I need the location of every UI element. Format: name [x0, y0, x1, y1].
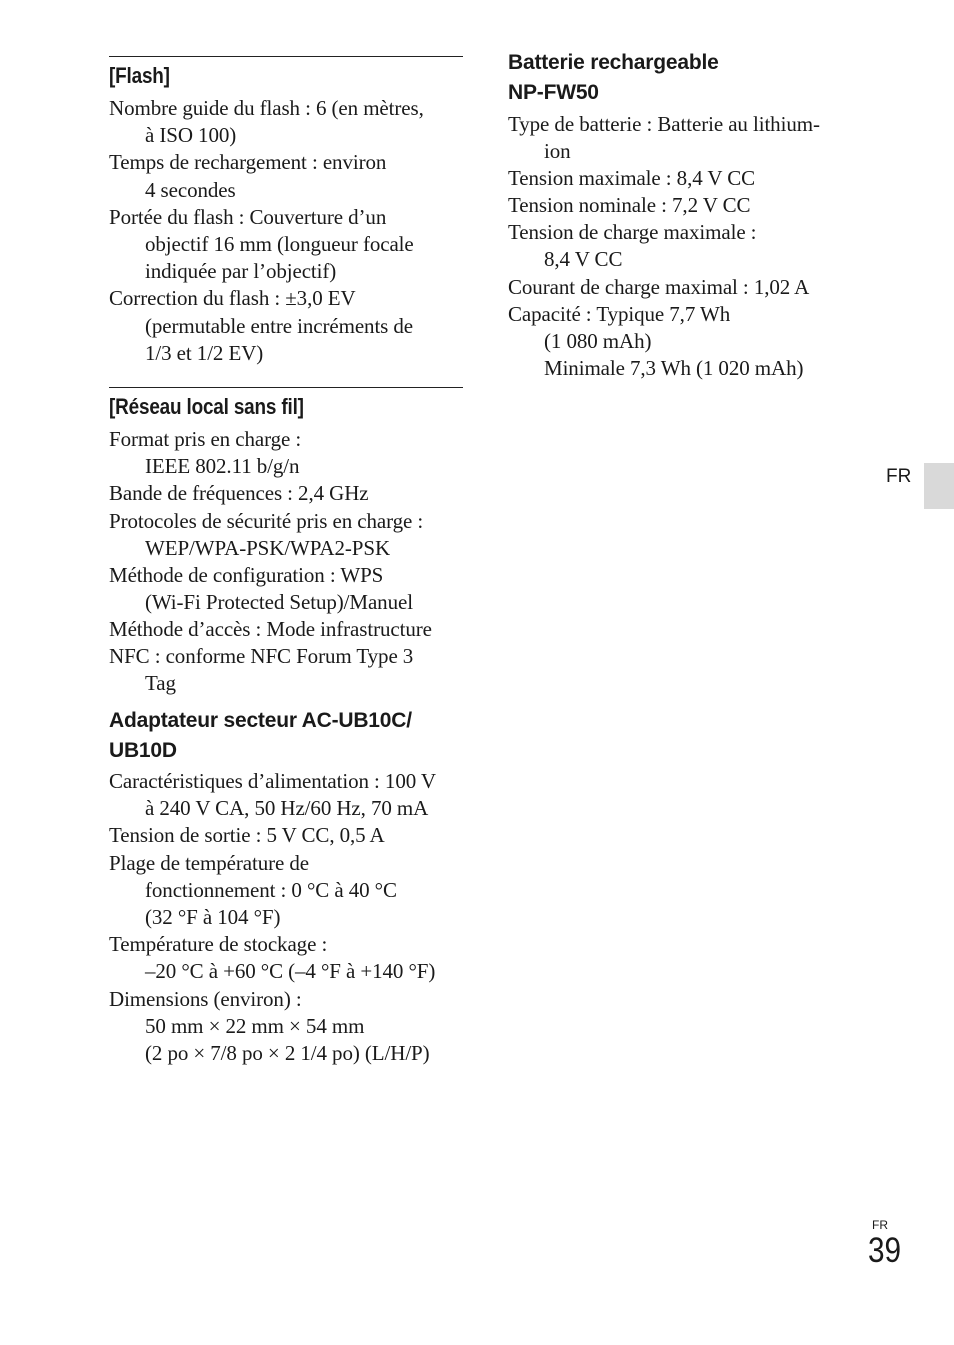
- spec-line: Tension de charge maximale :: [508, 220, 757, 244]
- spec-line: (permutable entre incréments de: [145, 314, 414, 338]
- spec-line: 8,4 V CC: [544, 247, 623, 271]
- spec-line: Format pris en charge :: [109, 427, 302, 451]
- spec-line: WEP/WPA-PSK/WPA2-PSK: [145, 536, 391, 560]
- spec-line: Température de stockage :: [109, 932, 328, 956]
- section-title-flash: [Flash]: [109, 63, 170, 88]
- language-tab-marker: [924, 463, 954, 509]
- page-number: 39: [868, 1231, 902, 1270]
- language-tab-label: FR: [886, 466, 912, 487]
- spec-line: Dimensions (environ) :: [109, 987, 302, 1011]
- spec-line: Tension de sortie : 5 V CC, 0,5 A: [109, 823, 385, 847]
- section-divider: [109, 56, 463, 57]
- spec-line: (32 °F à 104 °F): [145, 905, 281, 929]
- spec-line: Tension nominale : 7,2 V CC: [508, 193, 751, 217]
- spec-line: –20 °C à +60 °C (–4 °F à +140 °F): [145, 959, 436, 983]
- spec-line: Méthode d’accès : Mode infrastructure: [109, 617, 432, 641]
- spec-line: Minimale 7,3 Wh (1 020 mAh): [544, 356, 804, 380]
- spec-line: fonctionnement : 0 °C à 40 °C: [145, 878, 397, 902]
- spec-line: NFC : conforme NFC Forum Type 3: [109, 644, 414, 668]
- spec-line: Type de batterie : Batterie au lithium-: [508, 112, 820, 136]
- spec-line: Caractéristiques d’alimentation : 100 V: [109, 769, 436, 793]
- section-title-adapter: Adaptateur secteur AC-UB10C/: [109, 709, 412, 732]
- spec-line: Courant de charge maximal : 1,02 A: [508, 275, 810, 299]
- section-title-wlan: [Réseau local sans fil]: [109, 394, 304, 419]
- section-title-battery: Batterie rechargeable: [508, 51, 719, 74]
- spec-line: (2 po × 7/8 po × 2 1/4 po) (L/H/P): [145, 1041, 430, 1065]
- spec-line: ion: [544, 139, 571, 163]
- spec-line: Correction du flash : ±3,0 EV: [109, 286, 356, 310]
- spec-line: Tag: [145, 671, 176, 695]
- spec-line: Nombre guide du flash : 6 (en mètres,: [109, 96, 424, 120]
- page-language-code: FR: [872, 1218, 888, 1232]
- spec-line: Portée du flash : Couverture d’un: [109, 205, 387, 229]
- spec-line: à 240 V CA, 50 Hz/60 Hz, 70 mA: [145, 796, 429, 820]
- section-title-adapter-cont: UB10D: [109, 739, 177, 762]
- spec-line: Bande de fréquences : 2,4 GHz: [109, 481, 369, 505]
- spec-line: Protocoles de sécurité pris en charge :: [109, 509, 424, 533]
- spec-line: à ISO 100): [145, 123, 237, 147]
- spec-line: Tension maximale : 8,4 V CC: [508, 166, 756, 190]
- spec-line: 4 secondes: [145, 178, 236, 202]
- spec-line: objectif 16 mm (longueur focale: [145, 232, 414, 256]
- spec-line: IEEE 802.11 b/g/n: [145, 454, 300, 478]
- spec-line: 50 mm × 22 mm × 54 mm: [145, 1014, 365, 1038]
- section-title-battery-cont: NP-FW50: [508, 81, 599, 104]
- spec-line: Capacité : Typique 7,7 Wh: [508, 302, 731, 326]
- spec-line: 1/3 et 1/2 EV): [145, 341, 264, 365]
- spec-line: (1 080 mAh): [544, 329, 652, 353]
- spec-line: Plage de température de: [109, 851, 310, 875]
- spec-line: (Wi-Fi Protected Setup)/Manuel: [145, 590, 413, 614]
- spec-line: Méthode de configuration : WPS: [109, 563, 384, 587]
- spec-line: Temps de rechargement : environ: [109, 150, 387, 174]
- section-divider: [109, 387, 463, 388]
- spec-line: indiquée par l’objectif): [145, 259, 337, 283]
